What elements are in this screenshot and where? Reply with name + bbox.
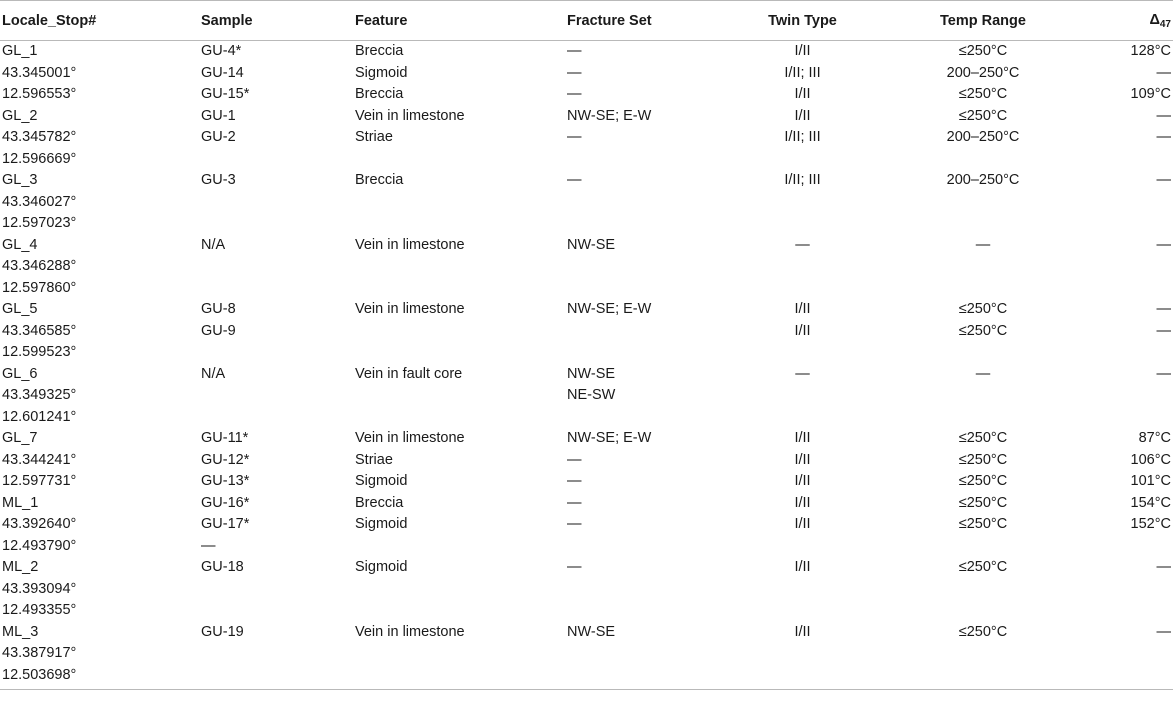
cell-temp-range <box>866 299 1100 364</box>
cell-fracture-set-line: — <box>567 86 582 102</box>
cell-twin-type-line: I/II <box>794 473 811 489</box>
cell-locale-stop-line: 12.493355° <box>2 602 77 618</box>
cell-temp-range-line: 200–250°C <box>946 129 1020 145</box>
cell-twin-type-line: I/II <box>794 86 811 102</box>
cell-sample-line: GU-16* <box>201 494 250 511</box>
cell-locale-stop-line: GL_1 <box>2 43 38 59</box>
cell-sample-line: GU-3 <box>201 172 236 188</box>
cell-locale-stop-line: 12.493790° <box>2 537 77 554</box>
cell-fracture-set-line: — <box>567 494 582 511</box>
cell-locale-stop-line: 12.596669° <box>2 150 77 167</box>
header-sample: Sample <box>199 1 353 41</box>
cell-delta-47-line: 154°C <box>1130 494 1171 511</box>
cell-delta-47-line: — <box>1156 365 1171 382</box>
cell-locale-stop-line: GL_6 <box>2 365 38 382</box>
cell-delta-47-line: — <box>1156 623 1171 640</box>
cell-feature <box>353 299 565 364</box>
cell-delta-47 <box>1100 622 1173 690</box>
cell-delta-47 <box>1100 41 1173 106</box>
table-row <box>0 235 1173 300</box>
cell-twin-type <box>739 364 866 429</box>
cell-feature <box>353 557 565 622</box>
table-body <box>0 41 1173 690</box>
cell-delta-47-line: 109°C <box>1130 86 1171 102</box>
cell-locale-stop-line: 43.349325° <box>2 387 77 403</box>
cell-fracture-set <box>565 41 739 106</box>
cell-delta-47-line: — <box>1156 301 1171 317</box>
cell-temp-range <box>866 622 1100 690</box>
cell-twin-type-line: I/II <box>794 107 811 124</box>
header-delta-47 <box>1100 1 1173 41</box>
cell-fracture-set <box>565 428 739 493</box>
cell-delta-47 <box>1100 493 1173 558</box>
cell-twin-type <box>739 170 866 235</box>
cell-temp-range <box>866 170 1100 235</box>
cell-twin-type-line: I/II; III <box>784 64 821 81</box>
cell-fracture-set <box>565 493 739 558</box>
cell-feature-line: Breccia <box>355 86 404 102</box>
cell-locale-stop-line: ML_3 <box>2 623 39 640</box>
cell-feature-line: Sigmoid <box>355 559 408 575</box>
cell-twin-type-line: — <box>795 236 810 253</box>
cell-locale-stop-line: 12.597023° <box>2 215 77 231</box>
cell-sample <box>199 493 353 558</box>
cell-temp-range-line: ≤250°C <box>958 107 1008 124</box>
cell-temp-range-line: 200–250°C <box>946 172 1020 188</box>
cell-temp-range <box>866 41 1100 106</box>
cell-delta-47-line: — <box>1156 559 1171 575</box>
cell-locale-stop-line: 43.345001° <box>2 64 77 81</box>
cell-locale-stop-line: 43.346585° <box>2 322 77 339</box>
table-row <box>0 428 1173 493</box>
cell-twin-type <box>739 428 866 493</box>
cell-locale-stop-line: ML_2 <box>2 559 39 575</box>
header-temp-range: Temp Range <box>866 1 1100 41</box>
cell-feature-line: Vein in limestone <box>355 430 465 446</box>
cell-temp-range-line: ≤250°C <box>958 451 1008 468</box>
cell-fracture-set <box>565 106 739 171</box>
cell-fracture-set-line: — <box>567 43 582 59</box>
cell-delta-47-line: 128°C <box>1130 43 1171 59</box>
cell-sample-line: GU-18 <box>201 559 244 575</box>
cell-delta-47-line: — <box>1156 322 1171 339</box>
cell-locale-stop-line: GL_3 <box>2 172 38 188</box>
cell-sample-line: N/A <box>201 236 226 253</box>
cell-fracture-set-line: NW-SE <box>567 236 616 253</box>
cell-temp-range-line: ≤250°C <box>958 494 1008 511</box>
cell-temp-range-line: ≤250°C <box>958 301 1008 317</box>
cell-sample <box>199 428 353 493</box>
cell-temp-range-line: ≤250°C <box>958 473 1008 489</box>
cell-fracture-set-line: — <box>567 64 582 81</box>
cell-feature <box>353 41 565 106</box>
cell-sample <box>199 364 353 429</box>
cell-twin-type-line: I/II <box>794 623 811 640</box>
cell-delta-47-line: — <box>1156 129 1171 145</box>
table-row <box>0 557 1173 622</box>
cell-feature-line: Striae <box>355 129 393 145</box>
cell-sample <box>199 41 353 106</box>
cell-locale-stop-line: 43.393094° <box>2 580 77 597</box>
cell-sample <box>199 299 353 364</box>
cell-twin-type-line: I/II <box>794 43 811 59</box>
cell-twin-type-line: I/II; III <box>784 129 821 145</box>
cell-sample-line: GU-15* <box>201 86 250 102</box>
cell-delta-47-line: — <box>1156 172 1171 188</box>
cell-sample <box>199 622 353 690</box>
cell-locale-stop-line: 43.344241° <box>2 451 77 468</box>
cell-fracture-set-line: — <box>567 451 582 468</box>
cell-feature-line: Striae <box>355 451 393 468</box>
cell-twin-type-line: — <box>795 365 810 382</box>
cell-locale-stop-line: ML_1 <box>2 494 39 511</box>
cell-feature-line: Vein in limestone <box>355 623 465 640</box>
cell-twin-type-line: I/II <box>794 301 811 317</box>
cell-twin-type-line: I/II <box>794 559 811 575</box>
cell-temp-range-line: ≤250°C <box>958 516 1008 532</box>
cell-locale-stop <box>0 428 199 493</box>
cell-temp-range-line: ≤250°C <box>958 322 1008 339</box>
cell-feature <box>353 364 565 429</box>
table-row <box>0 299 1173 364</box>
cell-twin-type-line: I/II <box>794 494 811 511</box>
cell-temp-range <box>866 235 1100 300</box>
cell-temp-range <box>866 364 1100 429</box>
cell-feature-line: Sigmoid <box>355 64 408 81</box>
header-fracture-set: Fracture Set <box>565 1 739 41</box>
cell-feature-line: Vein in limestone <box>355 236 465 253</box>
cell-locale-stop-line: 43.387917° <box>2 645 77 661</box>
cell-temp-range-line: 200–250°C <box>946 64 1020 81</box>
cell-locale-stop <box>0 493 199 558</box>
cell-delta-47 <box>1100 299 1173 364</box>
cell-temp-range-line: — <box>975 236 991 253</box>
cell-temp-range <box>866 428 1100 493</box>
cell-feature <box>353 235 565 300</box>
cell-fracture-set-line: — <box>567 172 582 188</box>
cell-delta-47 <box>1100 235 1173 300</box>
cell-feature <box>353 622 565 690</box>
cell-twin-type-line: I/II <box>794 322 811 339</box>
cell-fracture-set-line: NW-SE; E-W <box>567 430 652 446</box>
cell-sample-line: GU-13* <box>201 473 250 489</box>
cell-twin-type <box>739 493 866 558</box>
cell-twin-type <box>739 622 866 690</box>
cell-fracture-set <box>565 299 739 364</box>
cell-sample-line: GU-17* <box>201 516 250 532</box>
cell-sample <box>199 235 353 300</box>
cell-feature-line: Sigmoid <box>355 516 408 532</box>
cell-delta-47-line: — <box>1156 107 1171 124</box>
cell-locale-stop-line: 43.346027° <box>2 193 77 210</box>
cell-fracture-set <box>565 170 739 235</box>
cell-feature-line: Sigmoid <box>355 473 408 489</box>
delta-subscript: 47 <box>1159 18 1171 30</box>
table-row <box>0 170 1173 235</box>
cell-feature-line: Vein in limestone <box>355 301 465 317</box>
cell-sample-line: GU-19 <box>201 623 244 640</box>
cell-locale-stop-line: 12.596553° <box>2 86 77 102</box>
cell-twin-type-line: I/II; III <box>784 172 821 188</box>
cell-locale-stop <box>0 557 199 622</box>
cell-fracture-set-line: NW-SE; E-W <box>567 107 652 124</box>
table-header <box>0 1 1173 41</box>
cell-temp-range-line: ≤250°C <box>958 623 1008 640</box>
cell-fracture-set-line: NW-SE; E-W <box>567 301 652 317</box>
cell-twin-type-line: I/II <box>794 516 811 532</box>
table-row <box>0 106 1173 171</box>
cell-sample-line: GU-12* <box>201 451 250 468</box>
cell-delta-47-line: 101°C <box>1130 473 1171 489</box>
cell-sample-line: GU-2 <box>201 129 236 145</box>
header-row <box>0 1 1173 41</box>
cell-locale-stop <box>0 170 199 235</box>
cell-fracture-set <box>565 364 739 429</box>
cell-feature-line: Breccia <box>355 43 404 59</box>
cell-feature-line: Vein in fault core <box>355 365 463 382</box>
cell-fracture-set-line: NW-SE <box>567 623 616 640</box>
cell-delta-47 <box>1100 557 1173 622</box>
cell-sample <box>199 557 353 622</box>
cell-sample-line: GU-11* <box>201 430 249 446</box>
cell-delta-47 <box>1100 364 1173 429</box>
cell-locale-stop-line: GL_5 <box>2 301 38 317</box>
cell-locale-stop <box>0 299 199 364</box>
cell-twin-type <box>739 557 866 622</box>
cell-twin-type-line: I/II <box>794 430 811 446</box>
cell-fracture-set-line: — <box>567 473 582 489</box>
cell-locale-stop-line: 12.597731° <box>2 473 77 489</box>
table-row <box>0 364 1173 429</box>
cell-delta-47 <box>1100 170 1173 235</box>
cell-temp-range-line: ≤250°C <box>958 86 1008 102</box>
cell-sample <box>199 170 353 235</box>
cell-temp-range <box>866 493 1100 558</box>
cell-temp-range-line: ≤250°C <box>958 430 1008 446</box>
cell-locale-stop <box>0 364 199 429</box>
cell-fracture-set <box>565 235 739 300</box>
cell-fracture-set <box>565 622 739 690</box>
cell-feature-line: Breccia <box>355 494 404 511</box>
cell-twin-type <box>739 41 866 106</box>
cell-locale-stop-line: GL_7 <box>2 430 38 446</box>
cell-locale-stop-line: 43.346288° <box>2 258 77 274</box>
cell-locale-stop-line: 43.392640° <box>2 516 77 532</box>
cell-locale-stop-line: 12.601241° <box>2 408 77 425</box>
cell-fracture-set-line: NW-SE <box>567 365 616 382</box>
cell-feature-line: Vein in limestone <box>355 107 465 124</box>
cell-locale-stop-line: GL_4 <box>2 236 38 253</box>
cell-locale-stop <box>0 41 199 106</box>
cell-twin-type <box>739 235 866 300</box>
cell-delta-47-line: 106°C <box>1130 451 1171 468</box>
cell-locale-stop-line: 12.597860° <box>2 279 77 296</box>
cell-delta-47-line: 152°C <box>1130 516 1171 532</box>
cell-sample-line: GU-8 <box>201 301 236 317</box>
cell-fracture-set-line: — <box>567 129 582 145</box>
cell-temp-range-line: ≤250°C <box>958 559 1008 575</box>
cell-locale-stop-line: 12.599523° <box>2 344 77 360</box>
header-locale-stop: Locale_Stop# <box>0 1 199 41</box>
cell-feature <box>353 493 565 558</box>
cell-fracture-set-line: — <box>567 559 582 575</box>
cell-feature <box>353 106 565 171</box>
cell-sample-line: — <box>201 537 216 554</box>
cell-fracture-set <box>565 557 739 622</box>
cell-locale-stop <box>0 622 199 690</box>
delta-symbol: Δ <box>1149 11 1160 28</box>
cell-twin-type-line: I/II <box>794 451 811 468</box>
table-row <box>0 493 1173 558</box>
cell-twin-type <box>739 299 866 364</box>
table-row <box>0 41 1173 106</box>
header-twin-type: Twin Type <box>739 1 866 41</box>
cell-fracture-set-line: — <box>567 516 582 532</box>
cell-locale-stop <box>0 106 199 171</box>
cell-twin-type <box>739 106 866 171</box>
cell-locale-stop-line: 43.345782° <box>2 129 77 145</box>
cell-delta-47 <box>1100 428 1173 493</box>
cell-delta-47-line: — <box>1156 64 1171 81</box>
header-feature: Feature <box>353 1 565 41</box>
cell-temp-range-line: — <box>975 365 991 382</box>
cell-sample-line: GU-14 <box>201 64 244 81</box>
cell-locale-stop-line: GL_2 <box>2 107 38 124</box>
cell-delta-47-line: 87°C <box>1138 430 1171 446</box>
table-row <box>0 622 1173 690</box>
cell-temp-range-line: ≤250°C <box>958 43 1008 59</box>
cell-temp-range <box>866 557 1100 622</box>
cell-sample-line: GU-4* <box>201 43 242 59</box>
cell-delta-47-line: — <box>1156 236 1171 253</box>
cell-sample-line: GU-9 <box>201 322 236 339</box>
cell-locale-stop <box>0 235 199 300</box>
cell-sample <box>199 106 353 171</box>
cell-sample-line: GU-1 <box>201 107 236 124</box>
cell-temp-range <box>866 106 1100 171</box>
cell-locale-stop-line: 12.503698° <box>2 666 77 683</box>
cell-delta-47 <box>1100 106 1173 171</box>
cell-fracture-set-line: NE-SW <box>567 387 616 403</box>
cell-feature <box>353 428 565 493</box>
cell-sample-line: N/A <box>201 365 226 382</box>
cell-feature-line: Breccia <box>355 172 404 188</box>
cell-feature <box>353 170 565 235</box>
